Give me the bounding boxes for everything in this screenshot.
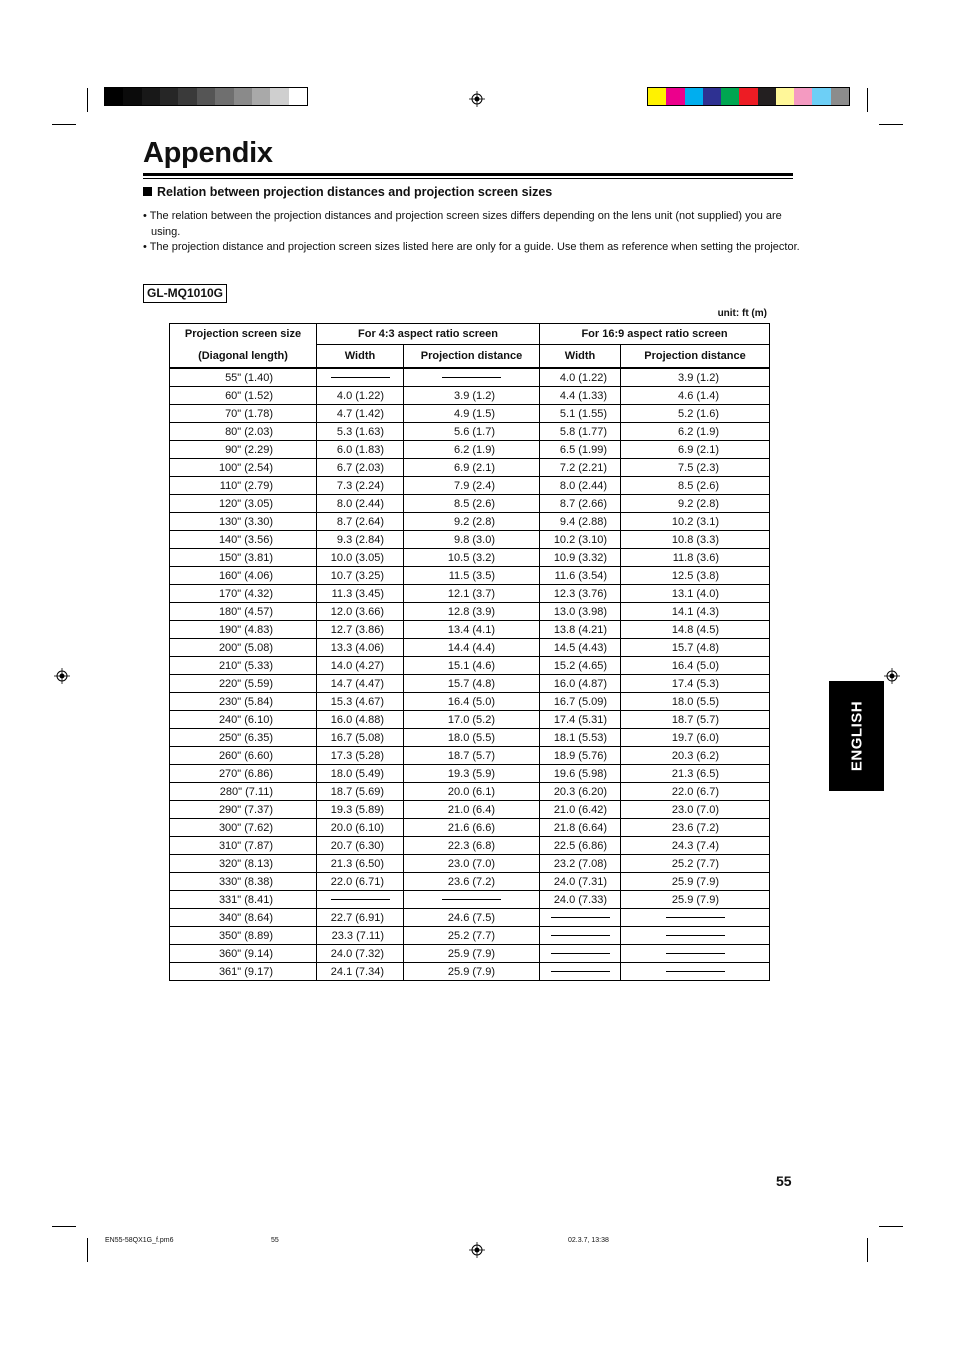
color-patch xyxy=(831,88,849,105)
table-cell: 8.7 (2.66) xyxy=(540,495,621,513)
table-cell: 310" (7.87) xyxy=(170,837,317,855)
table-row xyxy=(170,531,770,549)
gray-patch xyxy=(160,88,178,105)
table-cell: 7.2 (2.21) xyxy=(540,459,621,477)
table-cell: 13.0 (3.98) xyxy=(540,603,621,621)
table-cell: 9.4 (2.88) xyxy=(540,513,621,531)
footer-page: 55 xyxy=(271,1237,279,1244)
table-cell: 5.1 (1.55) xyxy=(540,405,621,423)
table-row xyxy=(170,477,770,495)
not-applicable-cell xyxy=(621,909,770,927)
projection-table xyxy=(169,323,770,981)
table-cell: 210" (5.33) xyxy=(170,657,317,675)
table-cell: 7.3 (2.24) xyxy=(317,477,404,495)
table-cell: 12.5 (3.8) xyxy=(621,567,770,585)
table-cell: 12.8 (3.9) xyxy=(404,603,540,621)
dash-line xyxy=(666,917,725,918)
table-cell: 22.0 (6.7) xyxy=(621,783,770,801)
table-cell: 4.0 (1.22) xyxy=(317,387,404,405)
table-cell: 160" (4.06) xyxy=(170,567,317,585)
table-cell: 200" (5.08) xyxy=(170,639,317,657)
table-cell: 220" (5.59) xyxy=(170,675,317,693)
table-cell: 4.0 (1.22) xyxy=(540,368,621,387)
color-patch xyxy=(758,88,776,105)
grayscale-calibration-bar xyxy=(104,87,308,106)
table-cell: 25.9 (7.9) xyxy=(621,873,770,891)
table-cell: 20.0 (6.10) xyxy=(317,819,404,837)
table-cell: 70" (1.78) xyxy=(170,405,317,423)
table-row xyxy=(170,495,770,513)
table-cell: 24.3 (7.4) xyxy=(621,837,770,855)
table-cell: 120" (3.05) xyxy=(170,495,317,513)
table-cell: 331" (8.41) xyxy=(170,891,317,909)
table-row xyxy=(170,747,770,765)
color-patch xyxy=(648,88,666,105)
table-cell: 24.1 (7.34) xyxy=(317,963,404,981)
table-cell: 24.6 (7.5) xyxy=(404,909,540,927)
table-cell: 17.4 (5.3) xyxy=(621,675,770,693)
table-row xyxy=(170,657,770,675)
table-cell: 330" (8.38) xyxy=(170,873,317,891)
gray-patch xyxy=(123,88,141,105)
gray-patch xyxy=(197,88,215,105)
table-cell: 12.0 (3.66) xyxy=(317,603,404,621)
table-cell: 19.6 (5.98) xyxy=(540,765,621,783)
table-cell: 17.0 (5.2) xyxy=(404,711,540,729)
table-cell: 6.9 (2.1) xyxy=(404,459,540,477)
table-row xyxy=(170,927,770,945)
table-cell: 15.1 (4.6) xyxy=(404,657,540,675)
header-screen-size: Projection screen size xyxy=(170,324,317,345)
table-cell: 22.5 (6.86) xyxy=(540,837,621,855)
table-row xyxy=(170,603,770,621)
table-cell: 14.5 (4.43) xyxy=(540,639,621,657)
not-applicable-cell xyxy=(621,927,770,945)
table-cell: 10.2 (3.10) xyxy=(540,531,621,549)
table-row xyxy=(170,729,770,747)
table-cell: 170" (4.32) xyxy=(170,585,317,603)
table-cell: 22.7 (6.91) xyxy=(317,909,404,927)
table-cell: 19.3 (5.9) xyxy=(404,765,540,783)
dash-line xyxy=(551,935,610,936)
table-row xyxy=(170,387,770,405)
table-cell: 11.8 (3.6) xyxy=(621,549,770,567)
table-cell: 150" (3.81) xyxy=(170,549,317,567)
color-patch xyxy=(666,88,684,105)
table-cell: 240" (6.10) xyxy=(170,711,317,729)
not-applicable-cell xyxy=(317,368,404,387)
table-cell: 6.7 (2.03) xyxy=(317,459,404,477)
table-cell: 55" (1.40) xyxy=(170,368,317,387)
not-applicable-cell xyxy=(540,909,621,927)
table-cell: 21.3 (6.5) xyxy=(621,765,770,783)
table-row xyxy=(170,873,770,891)
table-cell: 22.0 (6.71) xyxy=(317,873,404,891)
table-cell: 13.1 (4.0) xyxy=(621,585,770,603)
table-cell: 15.7 (4.8) xyxy=(621,639,770,657)
table-cell: 90" (2.29) xyxy=(170,441,317,459)
table-cell: 15.2 (4.65) xyxy=(540,657,621,675)
table-cell: 7.5 (2.3) xyxy=(621,459,770,477)
table-cell: 23.6 (7.2) xyxy=(621,819,770,837)
table-cell: 25.9 (7.9) xyxy=(404,945,540,963)
table-cell: 5.3 (1.63) xyxy=(317,423,404,441)
table-cell: 80" (2.03) xyxy=(170,423,317,441)
header-distance-16-9: Projection distance xyxy=(621,345,770,369)
table-cell: 17.4 (5.31) xyxy=(540,711,621,729)
table-cell: 6.0 (1.83) xyxy=(317,441,404,459)
table-cell: 23.0 (7.0) xyxy=(621,801,770,819)
table-cell: 18.1 (5.53) xyxy=(540,729,621,747)
not-applicable-cell xyxy=(540,945,621,963)
table-row xyxy=(170,567,770,585)
table-row xyxy=(170,819,770,837)
table-cell: 25.2 (7.7) xyxy=(621,855,770,873)
color-patch xyxy=(776,88,794,105)
table-cell: 18.0 (5.5) xyxy=(404,729,540,747)
gray-patch xyxy=(234,88,252,105)
table-cell: 130" (3.30) xyxy=(170,513,317,531)
dash-line xyxy=(551,953,610,954)
dash-line xyxy=(331,899,390,900)
table-cell: 16.7 (5.09) xyxy=(540,693,621,711)
table-cell: 23.6 (7.2) xyxy=(404,873,540,891)
unit-label: unit: ft (m) xyxy=(717,308,767,319)
table-cell: 18.0 (5.49) xyxy=(317,765,404,783)
table-cell: 20.3 (6.20) xyxy=(540,783,621,801)
color-patch xyxy=(812,88,830,105)
table-cell: 190" (4.83) xyxy=(170,621,317,639)
bullet-note-2: • The projection distance and projection screen sizes listed here are only for a guide. Use them as reference when setting the projector. xyxy=(143,241,800,253)
table-cell: 16.0 (4.87) xyxy=(540,675,621,693)
table-cell: 21.6 (6.6) xyxy=(404,819,540,837)
not-applicable-cell xyxy=(317,891,404,909)
table-cell: 4.6 (1.4) xyxy=(621,387,770,405)
table-cell: 6.2 (1.9) xyxy=(621,423,770,441)
table-cell: 10.7 (3.25) xyxy=(317,567,404,585)
table-cell: 8.0 (2.44) xyxy=(317,495,404,513)
table-cell: 11.3 (3.45) xyxy=(317,585,404,603)
registration-mark-icon xyxy=(54,668,70,684)
not-applicable-cell xyxy=(540,963,621,981)
footer-filename: EN55-58QX1G_f.pm6 xyxy=(105,1237,174,1244)
header-diagonal: (Diagonal length) xyxy=(170,345,317,369)
table-cell: 11.6 (3.54) xyxy=(540,567,621,585)
table-row xyxy=(170,405,770,423)
not-applicable-cell xyxy=(621,963,770,981)
crop-mark xyxy=(87,88,88,112)
table-row xyxy=(170,423,770,441)
table-cell: 350" (8.89) xyxy=(170,927,317,945)
gray-patch xyxy=(142,88,160,105)
table-cell: 14.0 (4.27) xyxy=(317,657,404,675)
title-rule xyxy=(143,173,793,176)
table-cell: 230" (5.84) xyxy=(170,693,317,711)
table-row xyxy=(170,765,770,783)
color-patch xyxy=(703,88,721,105)
table-cell: 24.0 (7.33) xyxy=(540,891,621,909)
table-cell: 10.2 (3.1) xyxy=(621,513,770,531)
table-row xyxy=(170,621,770,639)
table-cell: 10.0 (3.05) xyxy=(317,549,404,567)
table-cell: 23.2 (7.08) xyxy=(540,855,621,873)
dash-line xyxy=(551,917,610,918)
table-cell: 140" (3.56) xyxy=(170,531,317,549)
dash-line xyxy=(666,935,725,936)
color-patch xyxy=(739,88,757,105)
gray-patch xyxy=(289,88,307,105)
table-cell: 15.7 (4.8) xyxy=(404,675,540,693)
table-cell: 14.1 (4.3) xyxy=(621,603,770,621)
table-row xyxy=(170,549,770,567)
not-applicable-cell xyxy=(540,927,621,945)
table-row xyxy=(170,441,770,459)
table-cell: 100" (2.54) xyxy=(170,459,317,477)
table-cell: 60" (1.52) xyxy=(170,387,317,405)
table-cell: 12.3 (3.76) xyxy=(540,585,621,603)
table-row xyxy=(170,891,770,909)
table-cell: 13.8 (4.21) xyxy=(540,621,621,639)
table-cell: 19.3 (5.89) xyxy=(317,801,404,819)
table-cell: 4.7 (1.42) xyxy=(317,405,404,423)
not-applicable-cell xyxy=(404,368,540,387)
dash-line xyxy=(331,377,390,378)
table-cell: 24.0 (7.32) xyxy=(317,945,404,963)
not-applicable-cell xyxy=(621,945,770,963)
table-cell: 8.7 (2.64) xyxy=(317,513,404,531)
table-cell: 24.0 (7.31) xyxy=(540,873,621,891)
table-cell: 360" (9.14) xyxy=(170,945,317,963)
page-number: 55 xyxy=(776,1173,792,1189)
footer-timestamp: 02.3.7, 13:38 xyxy=(568,1237,609,1244)
table-cell: 18.7 (5.69) xyxy=(317,783,404,801)
table-cell: 6.9 (2.1) xyxy=(621,441,770,459)
gray-patch xyxy=(105,88,123,105)
table-row xyxy=(170,675,770,693)
page-title: Appendix xyxy=(143,137,273,169)
table-cell: 21.0 (6.4) xyxy=(404,801,540,819)
table-cell: 320" (8.13) xyxy=(170,855,317,873)
table-cell: 4.9 (1.5) xyxy=(404,405,540,423)
crop-mark xyxy=(867,88,868,112)
table-cell: 4.4 (1.33) xyxy=(540,387,621,405)
title-rule-thin xyxy=(143,178,793,179)
table-cell: 20.7 (6.30) xyxy=(317,837,404,855)
table-cell: 11.5 (3.5) xyxy=(404,567,540,585)
table-cell: 18.7 (5.7) xyxy=(621,711,770,729)
table-row xyxy=(170,855,770,873)
table-cell: 13.4 (4.1) xyxy=(404,621,540,639)
language-tab: ENGLISH xyxy=(829,681,884,791)
table-cell: 10.9 (3.32) xyxy=(540,549,621,567)
table-cell: 12.7 (3.86) xyxy=(317,621,404,639)
table-cell: 16.4 (5.0) xyxy=(404,693,540,711)
table-cell: 10.5 (3.2) xyxy=(404,549,540,567)
table-row xyxy=(170,963,770,981)
header-distance-4-3: Projection distance xyxy=(404,345,540,369)
gray-patch xyxy=(252,88,270,105)
table-cell: 6.2 (1.9) xyxy=(404,441,540,459)
table-cell: 340" (8.64) xyxy=(170,909,317,927)
table-row xyxy=(170,801,770,819)
table-cell: 300" (7.62) xyxy=(170,819,317,837)
table-cell: 270" (6.86) xyxy=(170,765,317,783)
table-cell: 14.4 (4.4) xyxy=(404,639,540,657)
table-cell: 361" (9.17) xyxy=(170,963,317,981)
table-cell: 12.1 (3.7) xyxy=(404,585,540,603)
header-group-4-3: For 4:3 aspect ratio screen xyxy=(317,324,540,345)
table-cell: 15.3 (4.67) xyxy=(317,693,404,711)
table-cell: 8.5 (2.6) xyxy=(621,477,770,495)
dash-line xyxy=(666,971,725,972)
table-cell: 21.8 (6.64) xyxy=(540,819,621,837)
crop-mark xyxy=(87,1238,88,1262)
table-cell: 8.5 (2.6) xyxy=(404,495,540,513)
table-cell: 180" (4.57) xyxy=(170,603,317,621)
table-cell: 110" (2.79) xyxy=(170,477,317,495)
table-cell: 8.0 (2.44) xyxy=(540,477,621,495)
table-cell: 25.9 (7.9) xyxy=(621,891,770,909)
dash-line xyxy=(551,971,610,972)
registration-mark-icon xyxy=(469,91,485,107)
table-cell: 19.7 (6.0) xyxy=(621,729,770,747)
table-cell: 16.4 (5.0) xyxy=(621,657,770,675)
table-row xyxy=(170,909,770,927)
table-cell: 18.9 (5.76) xyxy=(540,747,621,765)
table-cell: 3.9 (1.2) xyxy=(404,387,540,405)
dash-line xyxy=(666,953,725,954)
header-width-16-9: Width xyxy=(540,345,621,369)
gray-patch xyxy=(178,88,196,105)
table-cell: 260" (6.60) xyxy=(170,747,317,765)
color-calibration-bar xyxy=(647,87,850,106)
table-cell: 250" (6.35) xyxy=(170,729,317,747)
table-cell: 16.7 (5.08) xyxy=(317,729,404,747)
table-cell: 6.5 (1.99) xyxy=(540,441,621,459)
table-cell: 9.8 (3.0) xyxy=(404,531,540,549)
table-row xyxy=(170,639,770,657)
table-cell: 9.3 (2.84) xyxy=(317,531,404,549)
table-cell: 7.9 (2.4) xyxy=(404,477,540,495)
registration-mark-icon xyxy=(884,668,900,684)
color-patch xyxy=(794,88,812,105)
square-bullet-icon xyxy=(143,187,152,196)
gray-patch xyxy=(270,88,288,105)
table-cell: 14.7 (4.47) xyxy=(317,675,404,693)
table-cell: 14.8 (4.5) xyxy=(621,621,770,639)
table-cell: 25.2 (7.7) xyxy=(404,927,540,945)
table-row xyxy=(170,783,770,801)
table-cell: 5.6 (1.7) xyxy=(404,423,540,441)
model-label: GL-MQ1010G xyxy=(143,284,227,303)
table-cell: 20.3 (6.2) xyxy=(621,747,770,765)
table-cell: 5.2 (1.6) xyxy=(621,405,770,423)
crop-mark xyxy=(879,1226,903,1227)
crop-mark xyxy=(879,124,903,125)
table-row xyxy=(170,513,770,531)
table-row xyxy=(170,368,770,387)
table-cell: 9.2 (2.8) xyxy=(621,495,770,513)
table-row xyxy=(170,585,770,603)
crop-mark xyxy=(867,1238,868,1262)
table-cell: 22.3 (6.8) xyxy=(404,837,540,855)
table-cell: 18.0 (5.5) xyxy=(621,693,770,711)
table-cell: 18.7 (5.7) xyxy=(404,747,540,765)
table-row xyxy=(170,693,770,711)
crop-mark xyxy=(52,1226,76,1227)
table-cell: 23.0 (7.0) xyxy=(404,855,540,873)
table-cell: 290" (7.37) xyxy=(170,801,317,819)
dash-line xyxy=(442,899,501,900)
table-cell: 9.2 (2.8) xyxy=(404,513,540,531)
color-patch xyxy=(721,88,739,105)
crop-mark xyxy=(52,124,76,125)
dash-line xyxy=(442,377,501,378)
color-patch xyxy=(685,88,703,105)
table-cell: 10.8 (3.3) xyxy=(621,531,770,549)
table-row xyxy=(170,459,770,477)
bullet-note-1: • The relation between the projection distances and projection screen sizes differs depending on the lens unit (not supplied) you are using. xyxy=(143,210,782,238)
section-heading: Relation between projection distances and projection screen sizes xyxy=(143,185,552,199)
table-cell: 17.3 (5.28) xyxy=(317,747,404,765)
table-cell: 5.8 (1.77) xyxy=(540,423,621,441)
table-cell: 25.9 (7.9) xyxy=(404,963,540,981)
table-cell: 20.0 (6.1) xyxy=(404,783,540,801)
table-row xyxy=(170,945,770,963)
table-cell: 23.3 (7.11) xyxy=(317,927,404,945)
table-row xyxy=(170,711,770,729)
header-width-4-3: Width xyxy=(317,345,404,369)
table-cell: 280" (7.11) xyxy=(170,783,317,801)
table-cell: 21.3 (6.50) xyxy=(317,855,404,873)
not-applicable-cell xyxy=(404,891,540,909)
gray-patch xyxy=(215,88,233,105)
table-cell: 3.9 (1.2) xyxy=(621,368,770,387)
table-cell: 16.0 (4.88) xyxy=(317,711,404,729)
registration-mark-icon xyxy=(469,1242,485,1258)
table-cell: 13.3 (4.06) xyxy=(317,639,404,657)
table-cell: 21.0 (6.42) xyxy=(540,801,621,819)
header-group-16-9: For 16:9 aspect ratio screen xyxy=(540,324,770,345)
table-row xyxy=(170,837,770,855)
